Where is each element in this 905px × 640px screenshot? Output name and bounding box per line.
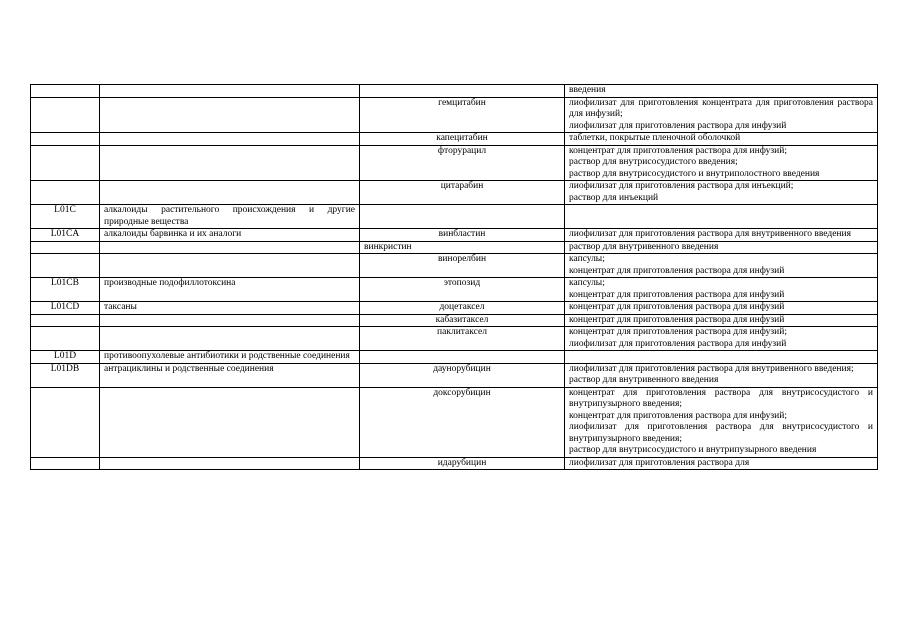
- table-row: [31, 314, 878, 327]
- drug-name-cell: [360, 351, 565, 364]
- dosage-form-line: концентрат для приготовления раствора для внутрисосудистого и внутрипузырного введения;: [569, 387, 873, 409]
- drug-name-cell: винбластин: [360, 229, 565, 242]
- atc-code-cell: [31, 85, 100, 98]
- drug-name-cell: идарубицин: [360, 457, 565, 470]
- drug-table-body: [31, 85, 878, 470]
- dosage-form-cell: [565, 205, 878, 229]
- dosage-form-line: концентрат для приготовления раствора для инфузий: [569, 314, 785, 325]
- table-row: [31, 351, 878, 364]
- dosage-form-line: таблетки, покрытые пленочной оболочкой: [569, 133, 741, 143]
- atc-code-cell: L01C: [31, 205, 100, 229]
- table-row: [31, 387, 878, 457]
- dosage-form-line: капсулы;: [569, 254, 605, 264]
- dosage-form-cell: [565, 181, 878, 205]
- atc-code-cell: [31, 181, 100, 205]
- drug-name-cell: фторурацил: [360, 145, 565, 181]
- table-row: [31, 327, 878, 351]
- atc-code-cell: [31, 241, 100, 254]
- anatomical-group-cell: [100, 387, 360, 457]
- table-row: [31, 85, 878, 98]
- anatomical-group-cell: [100, 457, 360, 470]
- atc-code-cell: [31, 133, 100, 146]
- drug-name-cell: гемцитабин: [360, 97, 565, 133]
- anatomical-group-cell: алкалоиды барвинка и их аналоги: [100, 229, 360, 242]
- dosage-form-line: лиофилизат для приготовления раствора для внутрисосудистого и внутрипузырного введения;: [569, 422, 873, 444]
- dosage-form-cell: [565, 327, 878, 351]
- dosage-form-line: концентрат для приготовления раствора для инфузий;: [569, 327, 787, 337]
- anatomical-group-cell: [100, 133, 360, 146]
- dosage-form-cell: [565, 278, 878, 302]
- anatomical-group-cell: антрациклины и родственные соединения: [100, 363, 360, 387]
- dosage-form-line: введения: [569, 85, 606, 95]
- dosage-form-cell: [565, 133, 878, 146]
- dosage-form-line: раствор для внутрисосудистого и внутриполостного введения: [569, 168, 820, 179]
- dosage-form-line: раствор для внутрисосудистого введения;: [569, 157, 738, 167]
- dosage-form-line: концентрат для приготовления раствора для инфузий: [569, 302, 785, 312]
- atc-code-cell: L01DB: [31, 363, 100, 387]
- dosage-form-line: лиофилизат для приготовления раствора для внутривенного введения: [569, 229, 851, 239]
- dosage-form-line: раствор для внутривенного введения: [569, 375, 719, 385]
- dosage-form-line: лиофилизат для приготовления концентрата для приготовления раствора для инфузий;: [569, 97, 873, 119]
- table-row: [31, 278, 878, 302]
- dosage-form-line: концентрат для приготовления раствора для инфузий;: [569, 145, 787, 156]
- table-row: [31, 241, 878, 254]
- anatomical-group-cell: [100, 97, 360, 133]
- atc-code-cell: [31, 387, 100, 457]
- drug-table: [30, 84, 878, 470]
- table-row: [31, 97, 878, 133]
- dosage-form-line: раствор для инъекций: [569, 192, 659, 203]
- anatomical-group-cell: [100, 181, 360, 205]
- anatomical-group-cell: [100, 85, 360, 98]
- table-row: [31, 229, 878, 242]
- dosage-form-line: раствор для внутрисосудистого и внутрипузырного введения: [569, 445, 817, 455]
- table-row: [31, 363, 878, 387]
- atc-code-cell: L01CA: [31, 229, 100, 242]
- anatomical-group-cell: [100, 241, 360, 254]
- table-row: [31, 302, 878, 315]
- atc-code-cell: L01CB: [31, 278, 100, 302]
- table-row: [31, 133, 878, 146]
- dosage-form-cell: [565, 302, 878, 315]
- drug-name-cell: цитарабин: [360, 181, 565, 205]
- dosage-form-line: лиофилизат для приготовления раствора для инфузий: [569, 120, 787, 131]
- dosage-form-line: раствор для внутривенного введения: [569, 241, 719, 252]
- dosage-form-line: лиофилизат для приготовления раствора для: [569, 457, 750, 468]
- anatomical-group-cell: алкалоиды растительного происхождения и другие природные вещества: [100, 205, 360, 229]
- dosage-form-cell: [565, 351, 878, 364]
- dosage-form-line: концентрат для приготовления раствора для инфузий: [569, 265, 785, 276]
- atc-code-cell: [31, 97, 100, 133]
- dosage-form-cell: [565, 254, 878, 278]
- dosage-form-cell: [565, 97, 878, 133]
- drug-name-cell: винкристин: [360, 241, 565, 254]
- table-row: [31, 254, 878, 278]
- atc-code-cell: [31, 145, 100, 181]
- dosage-form-line: лиофилизат для приготовления раствора для инъекций;: [569, 181, 794, 191]
- dosage-form-cell: [565, 457, 878, 470]
- anatomical-group-cell: [100, 254, 360, 278]
- dosage-form-cell: [565, 314, 878, 327]
- anatomical-group-cell: таксаны: [100, 302, 360, 315]
- dosage-form-cell: [565, 363, 878, 387]
- dosage-form-cell: [565, 145, 878, 181]
- anatomical-group-cell: производные подофиллотоксина: [100, 278, 360, 302]
- drug-name-cell: доксорубицин: [360, 387, 565, 457]
- atc-code-cell: L01CD: [31, 302, 100, 315]
- atc-code-cell: [31, 327, 100, 351]
- dosage-form-cell: [565, 85, 878, 98]
- dosage-form-line: лиофилизат для приготовления раствора для внутривенного введения;: [569, 363, 854, 374]
- dosage-form-line: лиофилизат для приготовления раствора для инфузий: [569, 338, 787, 349]
- atc-code-cell: L01D: [31, 351, 100, 364]
- table-row: [31, 205, 878, 229]
- atc-code-cell: [31, 254, 100, 278]
- atc-code-cell: [31, 314, 100, 327]
- atc-code-cell: [31, 457, 100, 470]
- anatomical-group-cell: противоопухолевые антибиотики и родственные соединения: [100, 351, 360, 364]
- drug-name-cell: этопозид: [360, 278, 565, 302]
- dosage-form-cell: [565, 387, 878, 457]
- anatomical-group-cell: [100, 314, 360, 327]
- drug-name-cell: винорелбин: [360, 254, 565, 278]
- anatomical-group-cell: [100, 145, 360, 181]
- dosage-form-cell: [565, 241, 878, 254]
- dosage-form-line: концентрат для приготовления раствора для инфузий;: [569, 410, 787, 421]
- drug-name-cell: кабазитаксел: [360, 314, 565, 327]
- dosage-form-line: капсулы;: [569, 278, 605, 288]
- table-row: [31, 457, 878, 470]
- drug-name-cell: даунорубицин: [360, 363, 565, 387]
- drug-name-cell: [360, 85, 565, 98]
- drug-name-cell: доцетаксел: [360, 302, 565, 315]
- table-row: [31, 181, 878, 205]
- dosage-form-cell: [565, 229, 878, 242]
- drug-name-cell: паклитаксел: [360, 327, 565, 351]
- table-row: [31, 145, 878, 181]
- anatomical-group-cell: [100, 327, 360, 351]
- dosage-form-line: концентрат для приготовления раствора для инфузий: [569, 289, 785, 300]
- drug-name-cell: [360, 205, 565, 229]
- drug-name-cell: капецитабин: [360, 133, 565, 146]
